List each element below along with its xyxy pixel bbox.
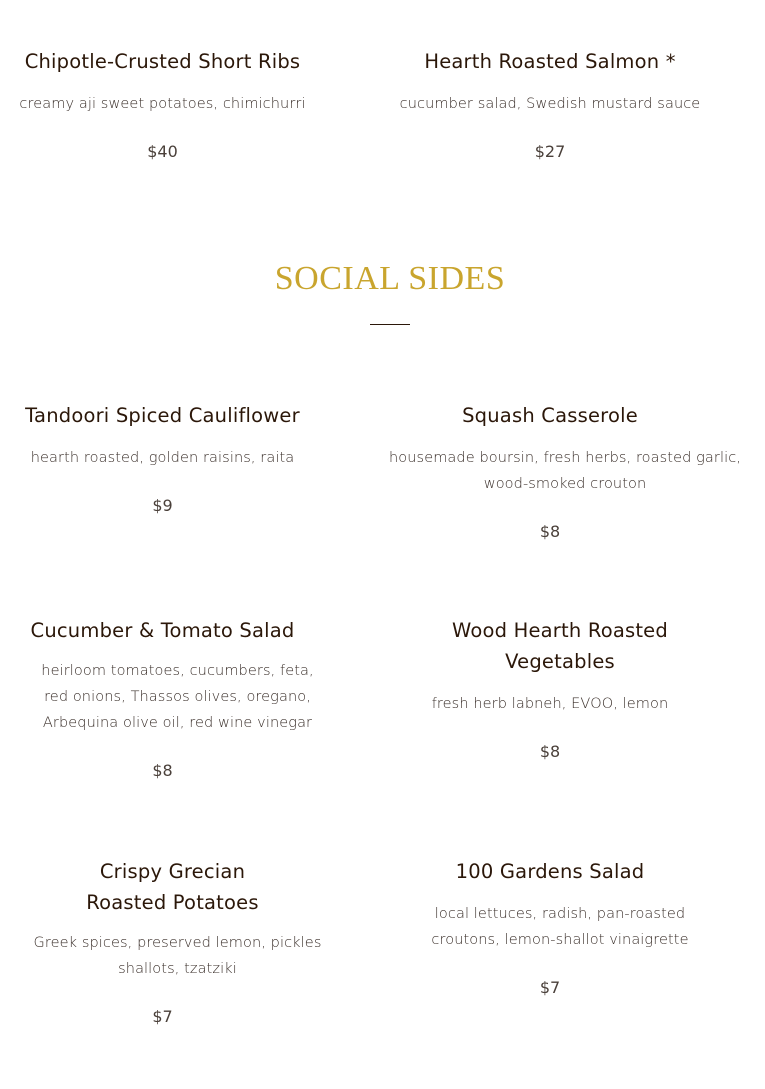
menu-item-price: $8 <box>152 761 173 780</box>
sides-row-2 <box>0 615 765 782</box>
menu-item-title: 100 Gardens Salad <box>455 860 645 883</box>
menu-item-price: $27 <box>534 142 566 161</box>
menu-item-cauliflower <box>0 400 355 543</box>
menu-item-description: cucumber salad, Swedish mustard sauce <box>399 96 701 112</box>
menu-item-description: creamy aji sweet potatoes, chimichurri <box>19 96 306 112</box>
menu-item-description: fresh herb labneh, EVOO, lemon <box>431 696 669 712</box>
menu-item-gardens-salad <box>355 856 765 1028</box>
menu-item-title: Wood Hearth Roasted Vegetables <box>452 619 668 673</box>
menu-item-price: $7 <box>152 1007 173 1026</box>
menu-item-title: Crispy Grecian Roasted Potatoes <box>86 860 259 914</box>
menu-item-title: Tandoori Spiced Cauliflower <box>25 404 300 427</box>
menu-item-price: $7 <box>539 978 561 997</box>
menu-item-grecian-potatoes <box>0 856 355 1028</box>
menu-item-short-ribs <box>0 46 355 163</box>
menu-item-description: housemade boursin, fresh herbs, roasted garlic, wood-smoked crouton <box>388 450 742 492</box>
menu-item-price: $9 <box>152 496 173 515</box>
menu-item-description: Greek spices, preserved lemon, pickles shallots, tzatziki <box>33 935 322 977</box>
section-divider <box>370 324 410 325</box>
menu-item-roasted-vegetables <box>355 615 765 782</box>
menu-item-price: $8 <box>539 742 561 761</box>
menu-item-title: Squash Casserole <box>462 404 638 427</box>
menu-item-cucumber-tomato-salad <box>0 615 355 782</box>
menu-item-title: Hearth Roasted Salmon * <box>424 50 676 73</box>
menu-item-description: hearth roasted, golden raisins, raita <box>30 450 295 466</box>
menu-item-description: heirloom tomatoes, cucumbers, feta, red onions, Thassos olives, oregano, Arbequina olive oil, red wine vinegar <box>41 663 314 731</box>
sides-row-3 <box>0 856 765 1028</box>
entree-row <box>0 46 765 163</box>
menu-item-squash-casserole <box>355 400 765 543</box>
menu-item-salmon <box>355 46 765 163</box>
menu-item-title: Chipotle-Crusted Short Ribs <box>24 50 301 73</box>
menu-item-title: Cucumber & Tomato Salad <box>30 619 295 642</box>
menu-item-description: local lettuces, radish, pan-roasted croutons, lemon-shallot vinaigrette <box>431 906 689 948</box>
menu-item-price: $40 <box>147 142 178 161</box>
section-title: SOCIAL SIDES <box>274 260 506 297</box>
menu-item-price: $8 <box>539 522 561 541</box>
sides-row-1 <box>0 400 765 543</box>
